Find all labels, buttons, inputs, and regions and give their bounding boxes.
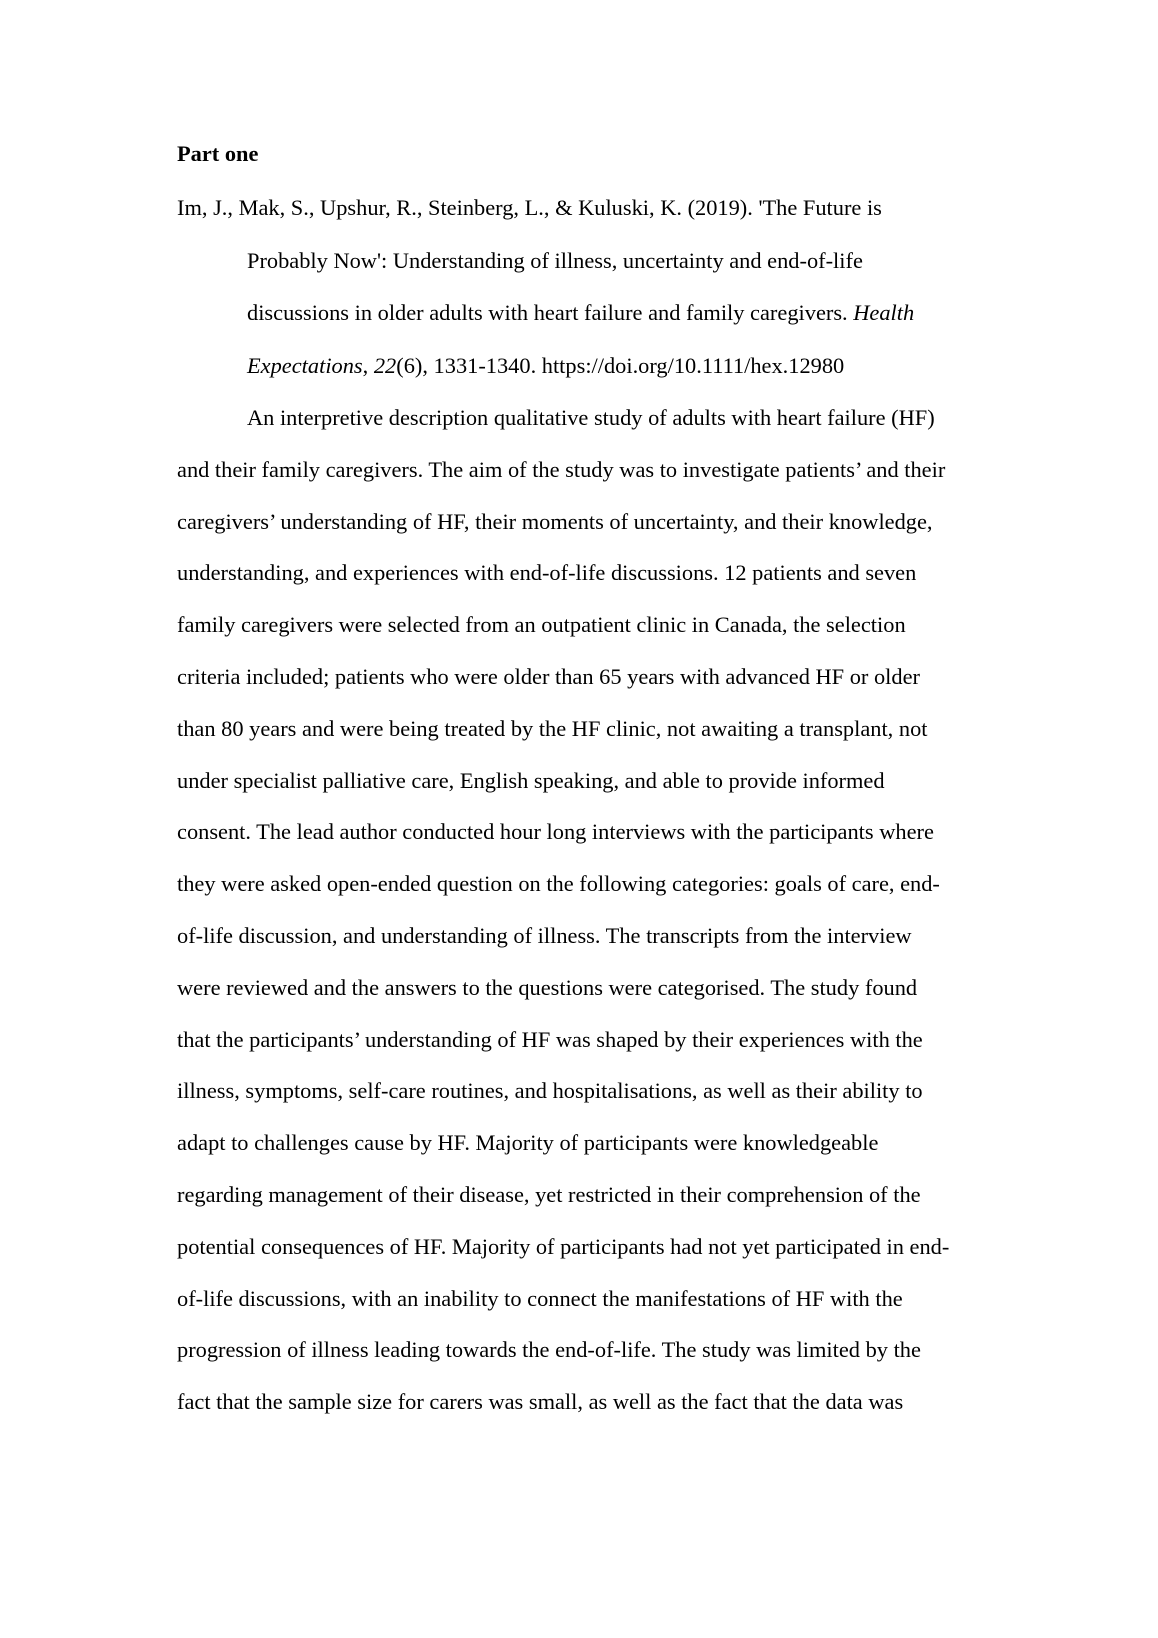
- summary-line: regarding management of their disease, yet restricted in their comprehension of the: [177, 1182, 921, 1207]
- reference-line-2: Probably Now': Understanding of illness, uncertainty and end-of-life: [247, 248, 863, 273]
- summary-line: progression of illness leading towards the end-of-life. The study was limited by the: [177, 1337, 921, 1363]
- summary-line: potential consequences of HF. Majority of participants had not yet participated in end-: [177, 1233, 950, 1259]
- summary-line: under specialist palliative care, English speaking, and able to provide informed: [177, 767, 885, 793]
- reference-separator: ,: [362, 353, 374, 378]
- reference-issue-pages-doi: (6), 1331-1340. https://doi.org/10.1111/hex.12980: [396, 353, 845, 378]
- summary-line: family caregivers were selected from an outpatient clinic in Canada, the selection: [177, 612, 906, 638]
- summary-line: were reviewed and the answers to the questions were categorised. The study found: [177, 974, 918, 1000]
- reference-volume: 22: [373, 353, 397, 378]
- summary-line: than 80 years and were being treated by the HF clinic, not awaiting a transplant, not: [177, 715, 928, 741]
- reference-line-3-text: discussions in older adults with heart failure and family caregivers.: [247, 300, 854, 325]
- summary-line: consent. The lead author conducted hour long interviews with the participants where: [177, 819, 934, 845]
- summary-line: they were asked open-ended question on the following categories: goals of care, end-: [177, 871, 940, 897]
- reference-journal-part: Health: [853, 300, 915, 325]
- reference-line-1: Im, J., Mak, S., Upshur, R., Steinberg, L., & Kuluski, K. (2019). 'The Future is: [177, 195, 882, 220]
- reference-line-3: [247, 298, 914, 328]
- summary-line: of-life discussion, and understanding of illness. The transcripts from the interview: [177, 923, 912, 948]
- section-heading: Part one: [177, 141, 259, 166]
- summary-line: and their family caregivers. The aim of the study was to investigate patients’ and their: [177, 456, 946, 482]
- summary-line: caregivers’ understanding of HF, their moments of uncertainty, and their knowledge,: [177, 508, 933, 534]
- summary-line: adapt to challenges cause by HF. Majority of participants were knowledgeable: [177, 1130, 879, 1156]
- summary-line: illness, symptoms, self-care routines, and hospitalisations, as well as their ability to: [177, 1078, 923, 1104]
- summary-line: An interpretive description qualitative study of adults with heart failure (HF): [247, 405, 935, 430]
- reference-journal-name: Expectations: [247, 353, 363, 378]
- summary-line: understanding, and experiences with end-of-life discussions. 12 patients and seven: [177, 560, 917, 586]
- summary-line: that the participants’ understanding of HF was shaped by their experiences with the: [177, 1026, 923, 1052]
- summary-line: fact that the sample size for carers was small, as well as the fact that the data was: [177, 1389, 904, 1415]
- summary-line: of-life discussions, with an inability to connect the manifestations of HF with the: [177, 1285, 903, 1311]
- summary-line: criteria included; patients who were older than 65 years with advanced HF or older: [177, 664, 920, 689]
- reference-line-4: [247, 351, 844, 381]
